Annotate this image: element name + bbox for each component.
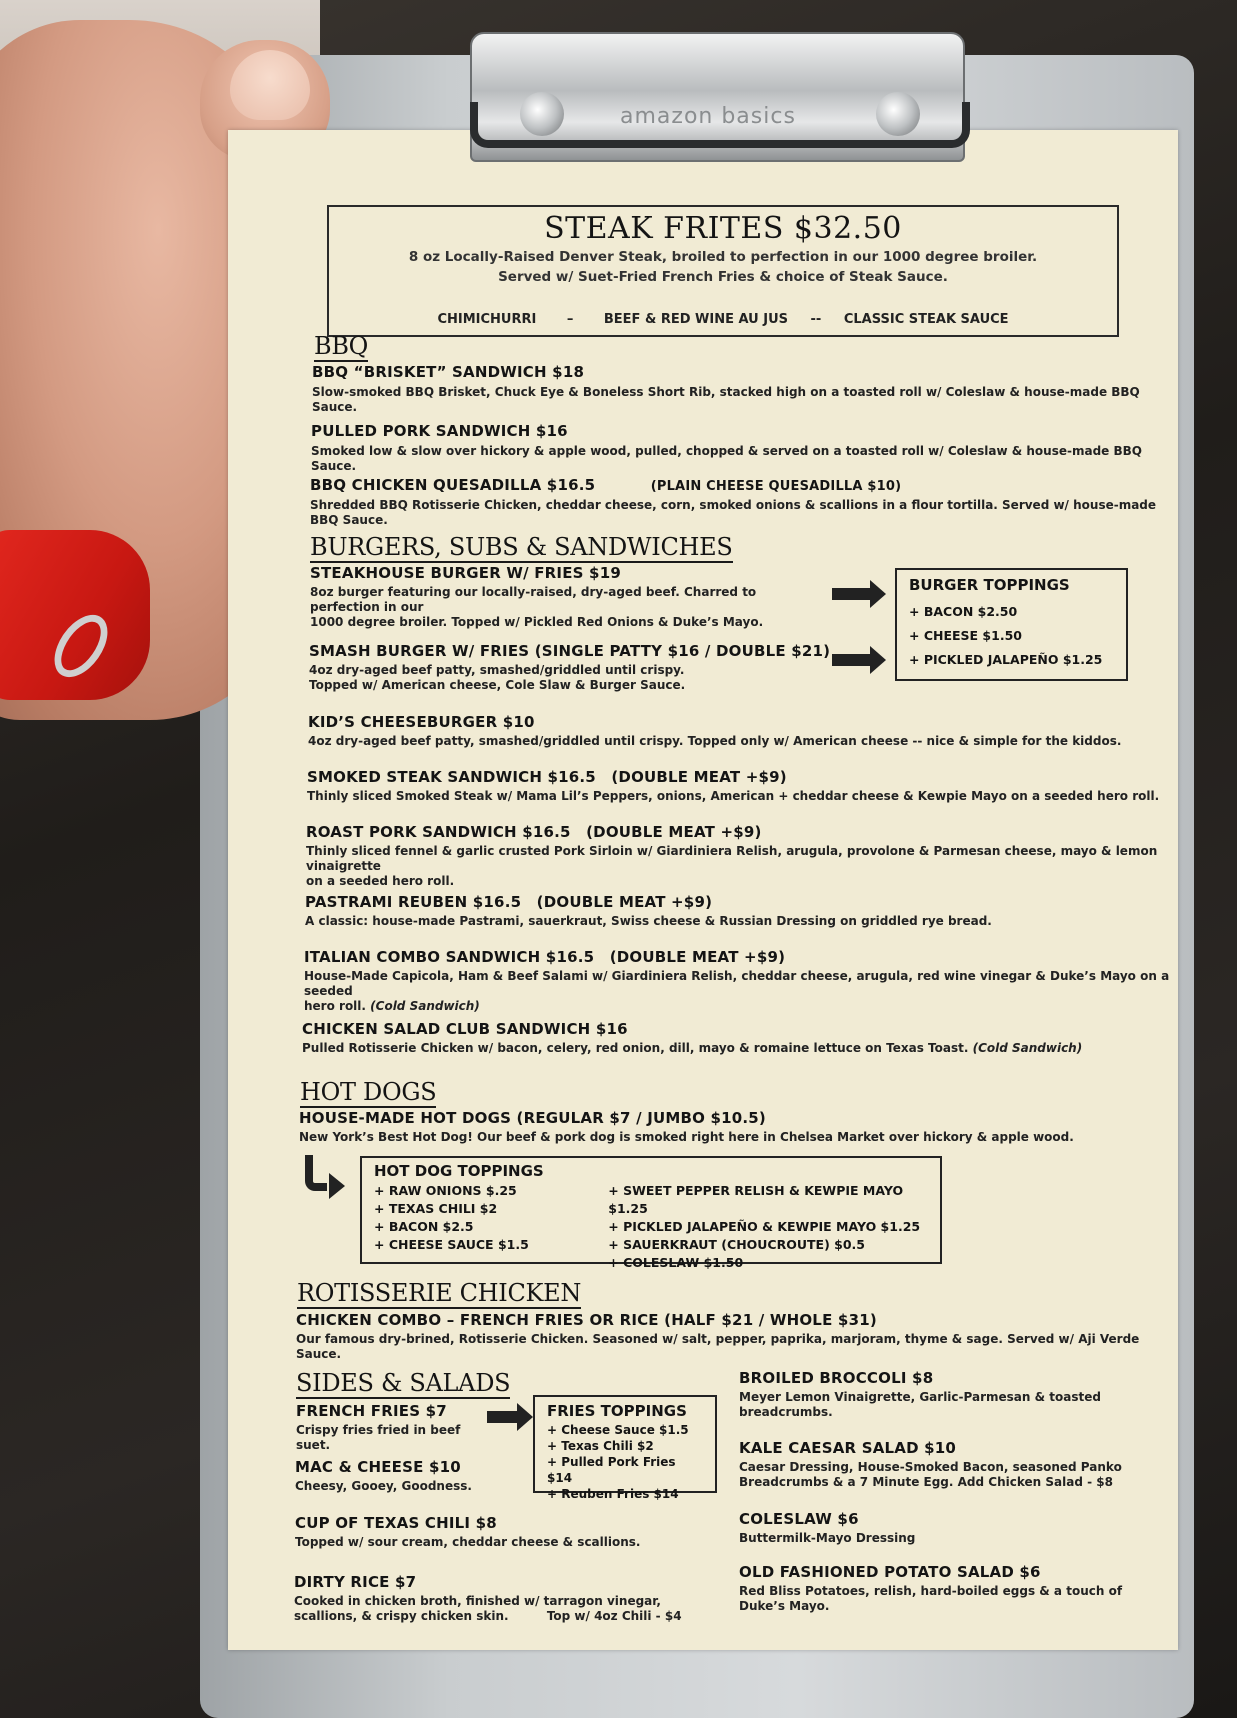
menu-item [739,1369,1139,1420]
hotdog-topping: + SWEET PEPPER RELISH & KEWPIE MAYO $1.25 [608,1183,904,1216]
item-name: SMASH BURGER W/ FRIES (SINGLE PATTY $16 / DOUBLE $21) [309,642,831,660]
item-desc: Cooked in chicken broth, finished w/ tarragon vinegar, [294,1594,661,1608]
item-desc [304,999,1184,1014]
item-name: KALE CAESAR SALAD $10 [739,1439,957,1457]
clip-brand: amazon basics [620,104,796,129]
item-name: BROILED BROCCOLI $8 [739,1369,934,1387]
arrow-right-icon [832,588,872,600]
clip-handle[interactable] [470,102,970,148]
menu-item [739,1439,1159,1490]
item-desc: House-Made Capicola, Ham & Beef Salami w/ Giardiniera Relish, cheddar cheese, arugula, red wine vinegar & Duke’s Mayo on a seeded [304,969,1170,998]
steak-title: STEAK FRITES $32.50 [544,211,902,246]
item-desc: New York’s Best Hot Dog! Our beef & pork dog is smoked right here in Chelsea Market over hickory & apple wood. [299,1130,1074,1144]
item-desc: breadcrumbs. [739,1405,833,1419]
menu-item [304,948,1184,1014]
item-desc [302,1041,1182,1056]
item-desc-text: scallions, & crispy chicken skin. [294,1609,509,1623]
section-bbq-title: BBQ [314,332,369,360]
fries-topping: + Pulled Pork Fries $14 [547,1455,676,1485]
item-desc-extra: Top w/ 4oz Chili - $4 [546,1609,682,1623]
item-name: CHICKEN COMBO – FRENCH FRIES OR RICE (HALF $21 / WHOLE $31) [296,1311,877,1329]
item-desc: Breadcrumbs & a 7 Minute Egg. Add Chicken Salad - $8 [739,1475,1113,1489]
menu-item [312,363,1152,415]
hotdog-topping: + BACON $2.5 [374,1219,474,1234]
steak-frites-box [327,205,1119,337]
item-name: PULLED PORK SANDWICH $16 [311,422,568,440]
fries-topping: + Texas Chili $2 [547,1439,654,1453]
item-name-extra: (DOUBLE MEAT +$9) [586,823,762,841]
item-desc: 4oz dry-aged beef patty, smashed/griddled until crispy. [309,663,685,677]
item-desc: Buttermilk-Mayo Dressing [739,1531,916,1545]
item-name: STEAKHOUSE BURGER W/ FRIES $19 [310,564,621,582]
hotdog-toppings-title: HOT DOG TOPPINGS [374,1162,544,1180]
sauce-sep-2: -- [810,312,822,327]
hotdog-topping: + CHEESE SAUCE $1.5 [374,1237,529,1252]
item-name [307,768,1167,786]
steak-desc-1: 8 oz Locally-Raised Denver Steak, broiled to perfection in our 1000 degree broiler. [408,249,1038,265]
item-note: (Cold Sandwich) [972,1041,1083,1055]
steak-sauces [329,312,1117,327]
burger-toppings-box [895,568,1128,681]
item-name-main: SMOKED STEAK SANDWICH $16.5 [307,768,596,786]
sauce-chimichurri: CHIMICHURRI [437,312,537,327]
menu-item [310,476,1170,528]
fries-topping: + Cheese Sauce $1.5 [547,1423,689,1437]
hotdog-topping: + PICKLED JALAPEÑO & KEWPIE MAYO $1.25 [608,1219,921,1234]
item-name: KID’S CHEESEBURGER $10 [308,713,535,731]
hotdog-topping: + TEXAS CHILI $2 [374,1201,498,1216]
menu-item [739,1563,1159,1614]
burger-topping: + PICKLED JALAPEÑO $1.25 [909,652,1103,667]
menu-item [311,422,1151,474]
menu-item [308,713,1168,749]
item-desc: 4oz dry-aged beef patty, smashed/griddled until crispy. Topped only w/ American cheese -- nice & simple for the kiddos. [308,734,1122,748]
menu-item [296,1402,496,1453]
thumbnail [230,50,310,120]
item-name: OLD FASHIONED POTATO SALAD $6 [739,1563,1041,1581]
section-burgers-title: BURGERS, SUBS & SANDWICHES [310,533,733,561]
hotdog-topping: + COLESLAW $1.50 [608,1255,744,1270]
item-desc: Duke’s Mayo. [739,1599,830,1613]
item-name-main: ITALIAN COMBO SANDWICH $16.5 [304,948,595,966]
menu-item [296,1311,1176,1362]
menu-item [302,1020,1182,1056]
fries-toppings-box [533,1395,717,1501]
menu-item [739,1510,1139,1546]
burger-toppings-title: BURGER TOPPINGS [909,576,1070,594]
item-desc: Crispy fries fried in beef suet. [296,1423,461,1452]
item-name: BBQ “BRISKET” SANDWICH $18 [312,363,585,381]
hotdog-toppings-box [360,1156,942,1270]
menu-item [309,642,869,693]
steak-desc-2: Served w/ Suet-Fried French Fries & choice of Steak Sauce. [498,269,948,285]
item-desc: A classic: house-made Pastrami, sauerkraut, Swiss cheese & Russian Dressing on griddled rye bread. [305,914,992,928]
hotdog-toppings-right [608,1182,928,1272]
item-desc: Thinly sliced fennel & garlic crusted Pork Sirloin w/ Giardiniera Relish, arugula, provolone & Parmesan cheese, mayo & lemon vinaigrette [306,844,1158,873]
item-desc: Caesar Dressing, House-Smoked Bacon, seasoned Panko [739,1460,1122,1474]
fries-toppings-title: FRIES TOPPINGS [547,1402,687,1420]
burger-topping: + CHEESE $1.50 [909,628,1022,643]
item-note: (Cold Sandwich) [370,999,480,1013]
item-desc: Slow-smoked BBQ Brisket, Chuck Eye & Boneless Short Rib, stacked high on a toasted roll w/ Coleslaw & house-made BBQ Sauce. [312,385,1140,414]
item-name: HOUSE-MADE HOT DOGS (REGULAR $7 / JUMBO $10.5) [299,1109,766,1127]
bent-arrow-icon [305,1155,327,1191]
hotdog-toppings-left [374,1182,572,1272]
menu-item [305,893,1165,929]
menu-item [306,823,1186,889]
menu-item [299,1109,1179,1145]
sauce-au-jus: BEEF & RED WINE AU JUS [603,312,788,327]
item-desc: Shredded BBQ Rotisserie Chicken, cheddar cheese, corn, smoked onions & scallions in a flour tortilla. Served w/ house-made BBQ Sauce. [310,498,1157,527]
hotdog-topping: + SAUERKRAUT (CHOUCROUTE) $0.5 [608,1237,865,1252]
item-name-extra: (DOUBLE MEAT +$9) [611,768,787,786]
item-name-main: PASTRAMI REUBEN $16.5 [305,893,522,911]
item-desc: 8oz burger featuring our locally-raised, dry-aged beef. Charred to perfection in our [310,585,757,614]
item-name-extra: (DOUBLE MEAT +$9) [536,893,713,911]
item-desc: Thinly sliced Smoked Steak w/ Mama Lil’s Peppers, onions, American + cheddar cheese & Kewpie Mayo on a seeded hero roll. [307,789,1160,803]
item-name-main: BBQ CHICKEN QUESADILLA $16.5 [310,476,596,494]
burger-topping: + BACON $2.50 [909,604,1018,619]
hotdog-topping: + RAW ONIONS $.25 [374,1183,517,1198]
item-name: DIRTY RICE $7 [294,1573,417,1591]
item-desc: Meyer Lemon Vinaigrette, Garlic-Parmesan & toasted [739,1390,1101,1404]
item-name [304,948,1184,966]
menu-item [310,564,830,630]
item-name [306,823,1186,841]
item-desc: 1000 degree broiler. Topped w/ Pickled Red Onions & Duke’s Mayo. [310,615,764,629]
item-name: CHICKEN SALAD CLUB SANDWICH $16 [302,1020,628,1038]
item-name: MAC & CHEESE $10 [295,1458,461,1476]
item-desc: on a seeded hero roll. [306,874,455,888]
item-name-extra: (DOUBLE MEAT +$9) [609,948,786,966]
fries-topping: + Reuben Fries $14 [547,1487,679,1501]
item-name [305,893,1165,911]
item-desc: Red Bliss Potatoes, relish, hard-boiled eggs & a touch of [739,1584,1123,1598]
item-desc-text: hero roll. [304,999,366,1013]
item-desc [294,1609,734,1624]
item-name: FRENCH FRIES $7 [296,1402,447,1420]
item-name [310,476,1170,494]
arrow-right-icon [487,1411,519,1423]
item-desc: Topped w/ sour cream, cheddar cheese & scallions. [295,1535,641,1549]
sauce-classic: CLASSIC STEAK SAUCE [843,312,1009,327]
hotdog-toppings-grid [374,1182,928,1272]
item-name: CUP OF TEXAS CHILI $8 [295,1514,497,1532]
item-desc: Topped w/ American cheese, Cole Slaw & Burger Sauce. [309,678,686,692]
item-desc: Cheesy, Gooey, Goodness. [295,1479,472,1493]
item-name-extra: (PLAIN CHEESE QUESADILLA $10) [650,479,902,494]
menu-item [294,1573,734,1624]
item-name: COLESLAW $6 [739,1510,859,1528]
menu-item [295,1458,525,1494]
section-chicken-title: ROTISSERIE CHICKEN [297,1279,582,1307]
section-hotdogs-title: HOT DOGS [300,1078,437,1106]
menu-item [307,768,1167,804]
arrow-right-icon [832,654,872,666]
item-desc-text: Pulled Rotisserie Chicken w/ bacon, celery, red onion, dill, mayo & romaine lettuce on Texas Toast. [302,1041,969,1055]
section-sides-title: SIDES & SALADS [296,1369,511,1397]
menu-item [295,1514,715,1550]
item-desc: Our famous dry-brined, Rotisserie Chicken. Seasoned w/ salt, pepper, paprika, marjoram, thyme & sage. Served w/ Aji Verde Sauce. [296,1332,1140,1361]
item-desc: Smoked low & slow over hickory & apple wood, pulled, chopped & served on a toasted roll w/ Coleslaw & house-made BBQ Sauce. [311,444,1142,473]
item-name-main: ROAST PORK SANDWICH $16.5 [306,823,571,841]
sauce-sep-1: – [566,312,574,327]
